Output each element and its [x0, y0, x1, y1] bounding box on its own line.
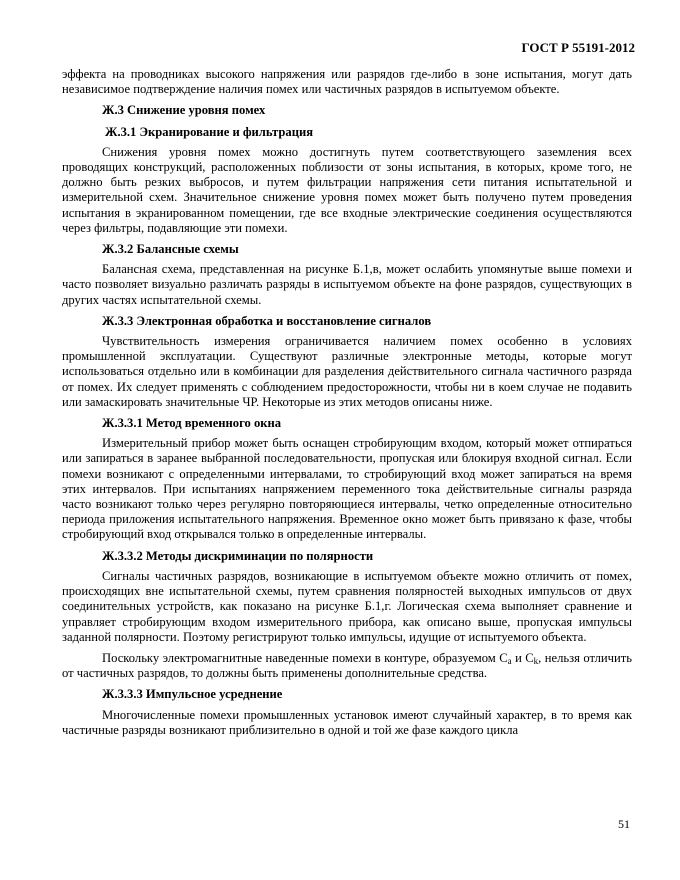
- section-heading-zh3-2: Ж.3.2 Балансные схемы: [102, 242, 239, 257]
- contour-paragraph: [62, 651, 632, 681]
- section-paragraph-zh3-3-1: Измерительный прибор может быть оснащен стробирующим входом, который может отпираться или запираться в заранее выбранной последовательности, пропуская или блокируя входной сигнал. Если помехи возникают с определенными интервалами, то стробирующий вход может запираться на время этих интервалов. При испытаниях напряжением переменного тока действительные сигналы разряда часто возникают только через регулярно повторяющиеся интервалы, четко определенные относительно периода приложения испытательного напряжения. Временное окно может быть привязано к фазе, чтобы стробирующий вход открывался только в определенные интервалы.: [62, 436, 632, 542]
- section-paragraph-zh3-3-2: Сигналы частичных разрядов, возникающие в испытуемом объекте можно отличить от помех, происходящих вне испытательной схемы, путем сравнения полярностей выходных импульсов от двух соединительных устройств, как показано на рисунке Б.1,г. Логическая схема выполняет сравнение и управляет стробирующим входом измерительного прибора, как описано выше, пропуская импульсы заданной полярности. Поэтому регистрируют только импульсы, идущие от испытуемого объекта.: [62, 568, 632, 644]
- section-paragraph-zh3-3-3: Многочисленные помехи промышленных установок имеют случайный характер, в то время как частичные разряды возникают приблизительно в одной и той же фазе каждого цикла: [62, 707, 632, 737]
- page-number: 51: [618, 817, 630, 831]
- section-heading-zh3-3: Ж.3.3 Электронная обработка и восстановление сигналов: [102, 313, 432, 328]
- intro-paragraph: эффекта на проводниках высокого напряжения или разрядов где-либо в зоне испытания, могут дать независимое подтверждение наличия помех или частичных разрядов в испытуемом объекте.: [62, 67, 632, 97]
- contour-text-before: Поскольку электромагнитные наведенные помехи в контуре, образуемом C: [102, 650, 508, 665]
- section-heading-zh3: Ж.3 Снижение уровня помех: [102, 103, 266, 118]
- standard-header: ГОСТ Р 55191-2012: [521, 40, 635, 55]
- page-content: [62, 67, 632, 738]
- section-heading-zh3-1: Ж.3.1 Экранирование и фильтрация: [105, 124, 314, 139]
- section-paragraph-zh3-2: Балансная схема, представленная на рисунке Б.1,в, может ослабить упомянутые выше помехи и часто позволяет визуально различать разряды в испытуемом объекте на фоне разрядов, существующих в других частях испытательной схемы.: [62, 262, 632, 307]
- contour-sub-k: k: [533, 655, 539, 666]
- section-heading-zh3-3-1: Ж.3.3.1 Метод временного окна: [102, 416, 282, 431]
- contour-text-after: , нельзя отличить от частичных разрядов, то должны быть применены дополнительные средства.: [62, 650, 632, 681]
- section-paragraph-zh3-1: Снижения уровня помех можно достигнуть путем соответствующего заземления всех проводящих конструкций, расположенных поблизости от зоны испытания, в которых, кроме того, не должно быть резких выбросов, и путем фильтрации напряжения сети питания испытательной и измерительной схем. Значительное снижение уровня помех может быть получено путем проведения испытания в экранированном помещении, где все входные электрические соединения осуществляются через фильтры, подавляющие эти помехи.: [62, 144, 632, 235]
- contour-sub-a: a: [507, 655, 512, 666]
- section-paragraph-zh3-3: Чувствительность измерения ограничивается наличием помех особенно в условиях промышленной эксплуатации. Существуют различные электронные методы, которые могут использоваться отдельно или в комбинации для разделения действительного сигнала частичного разряда от помех. Их следует применять с соблюдением предосторожности, чтобы ни в коем случае не подавить или замаскировать значительные ЧР. Некоторые из этих методов описаны ниже.: [62, 334, 632, 409]
- section-heading-zh3-3-3: Ж.3.3.3 Импульсное усреднение: [102, 687, 283, 702]
- contour-text-middle: и C: [511, 650, 534, 665]
- section-heading-zh3-3-2: Ж.3.3.2 Методы дискриминации по полярности: [102, 548, 374, 563]
